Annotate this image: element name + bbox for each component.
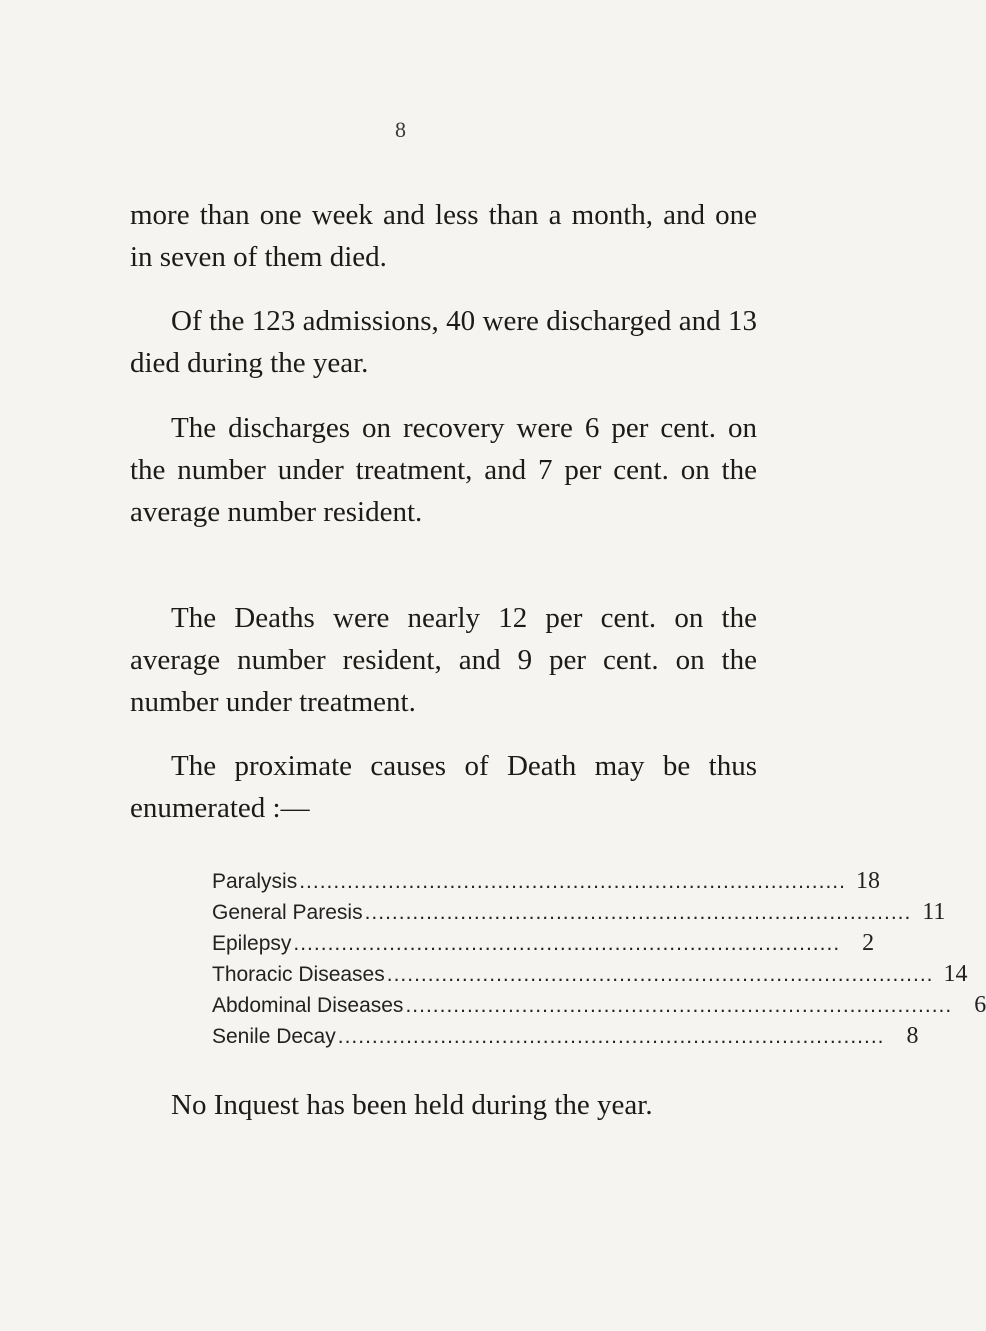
list-item (212, 992, 986, 1023)
dot-leader: ................................................................................ (364, 901, 912, 924)
paragraph-text: No Inquest has been held during the year. (171, 1089, 653, 1121)
cause-label: General Paresis (212, 901, 363, 924)
dot-leader: ................................................................................ (293, 932, 841, 955)
paragraph-text: Of the 123 admissions, 40 were discharged and 13 died during the year. (130, 305, 757, 379)
list-item (212, 961, 968, 992)
paragraph-causes-intro (130, 745, 757, 829)
cause-label: Paralysis (212, 870, 298, 893)
cause-count: 11 (922, 899, 946, 925)
paragraph-inquest (130, 1084, 757, 1126)
cause-label: Senile Decay (212, 1025, 336, 1048)
cause-label: Abdominal Diseases (212, 994, 404, 1017)
list-item (212, 899, 946, 930)
list-item (212, 1023, 919, 1054)
cause-count: 2 (862, 930, 875, 956)
dot-leader: ................................................................................ (299, 870, 846, 893)
cause-count: 18 (855, 868, 880, 894)
paragraph-text: The Deaths were nearly 12 per cent. on the average number resident, and 9 per cent. on the number under treatment. (130, 602, 757, 718)
paragraph-discharges (130, 407, 757, 533)
paragraph-admissions (130, 300, 757, 384)
list-item (212, 868, 880, 899)
page-number: 8 (395, 117, 406, 142)
dot-leader: ................................................................................ (337, 1025, 885, 1048)
list-item (212, 930, 875, 961)
cause-label: Thoracic Diseases (212, 963, 385, 986)
dot-leader: ................................................................................ (386, 963, 934, 986)
paragraph-text: more than one week and less than a month, and one in seven of them died. (130, 199, 757, 273)
dot-leader: ................................................................................ (405, 994, 953, 1017)
paragraph-deaths (130, 597, 757, 723)
paragraph-text: The proximate causes of Death may be thus enumerated :— (130, 750, 757, 824)
cause-label: Epilepsy (212, 932, 292, 955)
cause-count: 6 (974, 992, 986, 1018)
cause-count: 14 (943, 961, 968, 987)
causes-of-death-list (212, 868, 986, 1054)
paragraph-continuation (130, 194, 757, 278)
paragraph-text: The discharges on recovery were 6 per cent. on the number under treatment, and 7 per cent. on the average number resident. (130, 412, 757, 528)
cause-count: 8 (906, 1023, 919, 1049)
